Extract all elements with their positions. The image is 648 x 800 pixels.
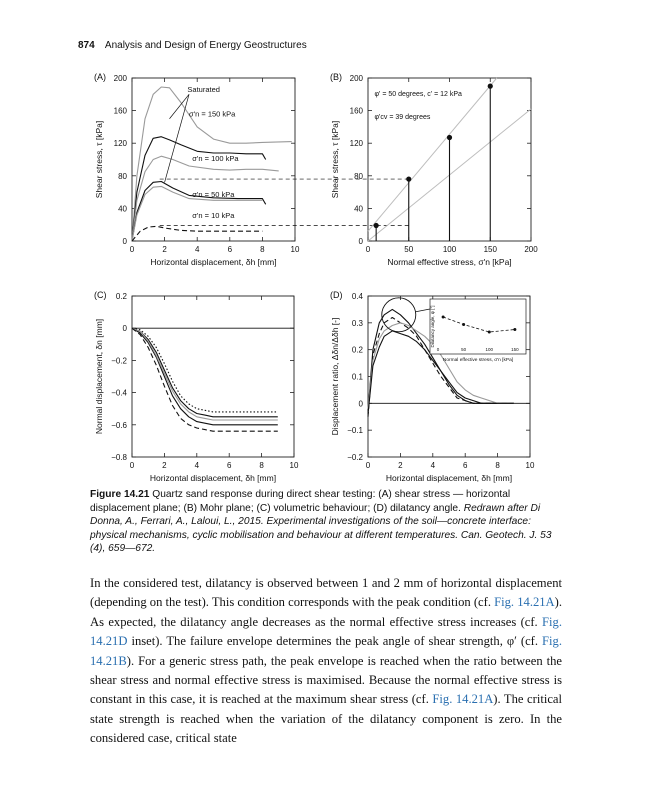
data-point <box>374 223 379 228</box>
body-text-4: ). For a generic stress path, the peak envelope is reached when the ratio between the shear stress and normal effective stress is maximised. Because the normal effective stress is constant in this case, it is reached at the maximum shear stress (cf. <box>90 653 562 707</box>
annotation: φ' = 50 degrees, c' = 12 kPa <box>374 90 462 98</box>
y-tick-label: −0.4 <box>111 388 127 398</box>
y-tick-label: 0 <box>122 324 127 334</box>
x-tick-label: 0 <box>365 245 371 254</box>
x-tick-label: 8 <box>260 245 265 254</box>
y-axis-label: Normal displacement, δn [mm] <box>94 318 104 435</box>
callout-arrow <box>416 309 430 312</box>
inset-point <box>442 316 445 319</box>
x-tick-label: 150 <box>483 245 497 254</box>
x-tick-label: 2 <box>162 461 167 470</box>
y-tick-label: 40 <box>118 204 127 214</box>
fig-ref-link[interactable]: Fig. 14.21D <box>90 614 562 649</box>
caption-source: Redrawn after Di Donna, A., Ferrari, A., Laloui, L., 2015. Experimental investigations of the soil—concrete interface: physical mechanisms, cyclic mobilisation and behaviour at different temperatures. Can. Geotech. J. 53 (4), 659—672. <box>90 502 552 554</box>
data-point <box>447 135 452 140</box>
figure-caption <box>90 488 562 556</box>
data-point <box>488 84 493 89</box>
x-axis-label: Horizontal displacement, δh [mm] <box>150 257 277 267</box>
y-axis-label: Displacement ratio, Δδn/Δδh [-] <box>330 317 340 436</box>
panel-label: (A) <box>94 72 106 82</box>
y-axis-label: Shear stress, τ [kPa] <box>330 120 340 199</box>
x-tick-label: 0 <box>129 461 135 470</box>
y-tick-label: 120 <box>113 139 127 149</box>
y-tick-label: 160 <box>349 106 363 116</box>
panel-d <box>330 290 535 483</box>
y-tick-label: 80 <box>354 171 363 181</box>
annotation: σ'n = 150 kPa <box>189 109 236 119</box>
x-tick-label: 2 <box>162 245 167 254</box>
y-tick-label: 200 <box>113 74 127 83</box>
x-tick-label: 4 <box>430 461 436 470</box>
y-tick-label: 0 <box>122 237 127 246</box>
x-tick-label: 6 <box>227 245 233 254</box>
x-axis-label: Horizontal displacement, δh [mm] <box>385 473 513 483</box>
series-line <box>132 328 278 420</box>
y-tick-label: 80 <box>118 171 127 181</box>
caption-text: Quartz sand response during direct shear testing: (A) shear stress — horizontal displacement plane; (B) Mohr plane; (C) volumetric behaviour; (D) dilatancy angle. <box>90 489 511 514</box>
x-tick-label: 8 <box>495 461 500 470</box>
x-tick-label: 6 <box>462 461 468 470</box>
annotation-pointer <box>165 94 189 182</box>
y-tick-label: 200 <box>349 74 363 83</box>
x-tick-label: 4 <box>194 461 200 470</box>
y-tick-label: 0.3 <box>351 318 363 328</box>
annotation: Saturated <box>187 84 220 94</box>
y-tick-label: −0.1 <box>347 426 363 436</box>
y-tick-label: 40 <box>354 204 363 214</box>
annotation: σ'n = 10 kPa <box>192 211 235 221</box>
x-tick-label: 0 <box>365 461 371 470</box>
x-tick-label: 10 <box>290 245 300 254</box>
plot-frame <box>132 296 294 457</box>
x-tick-label: 2 <box>398 461 403 470</box>
y-tick-label: 160 <box>113 106 127 116</box>
annotation: σ'n = 50 kPa <box>192 189 235 199</box>
panel-b <box>330 72 538 267</box>
inset-tick-label: 150 <box>511 347 519 352</box>
data-point <box>406 176 411 181</box>
y-tick-label: 0.4 <box>351 292 363 301</box>
fig-ref-link[interactable]: Fig. 14.21B <box>90 634 562 668</box>
peak-envelope <box>368 78 497 231</box>
series-line <box>132 328 278 417</box>
series-line <box>132 328 278 431</box>
x-tick-label: 4 <box>194 245 200 254</box>
body-text-2: ). As expected, the dilatancy angle decreases as the normal effective stress increases (cf. <box>90 595 562 629</box>
callout-circle <box>382 298 416 332</box>
fig-ref-link[interactable]: Fig. 14.21A <box>432 692 494 707</box>
annotation: σ'n = 100 kPa <box>192 154 239 164</box>
y-tick-label: 0 <box>358 399 363 409</box>
y-tick-label: 0 <box>358 237 363 246</box>
x-tick-label: 6 <box>226 461 232 470</box>
page-number: 874 <box>78 40 95 51</box>
x-tick-label: 200 <box>524 245 538 254</box>
inset-tick-label: 50 <box>461 347 467 352</box>
y-tick-label: −0.2 <box>111 356 127 366</box>
inset-point <box>513 328 516 331</box>
y-tick-label: 0.1 <box>351 372 363 382</box>
y-axis-label: Shear stress, τ [kPa] <box>94 120 104 199</box>
running-title: Analysis and Design of Energy Geostructures <box>104 40 307 51</box>
y-tick-label: 0.2 <box>115 292 127 301</box>
x-tick-label: 50 <box>404 245 414 254</box>
inset-tick-label: 100 <box>485 347 494 352</box>
x-tick-label: 0 <box>129 245 135 254</box>
body-text-3: inset). The failure envelope determines the peak angle of shear strength, φ′ (cf. <box>127 634 543 649</box>
inset-point <box>488 331 491 334</box>
inset-point <box>462 323 465 326</box>
x-tick-label: 8 <box>259 461 264 470</box>
panel-c <box>94 290 299 483</box>
y-tick-label: −0.2 <box>347 453 363 462</box>
y-tick-label: 120 <box>349 139 363 149</box>
inset-x-label: Normal effective stress, σ'n [kPa] <box>442 358 514 363</box>
caption-label: Figure 14.21 <box>90 489 150 500</box>
inset-y-label: Dilatancy angle, ψ [°] <box>430 305 435 348</box>
x-axis-label: Normal effective stress, σ'n [kPa] <box>387 257 512 267</box>
annotation-pointer <box>169 94 189 118</box>
x-tick-label: 10 <box>289 461 299 470</box>
inset-tick-label: 0 <box>436 347 440 352</box>
fig-ref-link[interactable]: Fig. 14.21A <box>494 595 555 610</box>
x-tick-label: 100 <box>442 245 457 254</box>
panel-label: (D) <box>330 290 343 300</box>
body-text-5: ). The critical state strength is reached when the variation of the dilatancy component is zero. In the considered case, critical state <box>90 692 563 746</box>
annotation: φ'cv = 39 degrees <box>374 113 431 121</box>
y-tick-label: −0.8 <box>111 453 127 462</box>
panel-label: (B) <box>330 72 342 82</box>
panel-label: (C) <box>94 290 107 300</box>
inset-frame <box>430 299 526 354</box>
x-axis-label: Horizontal displacement, δh [mm] <box>149 473 277 483</box>
x-tick-label: 10 <box>525 461 535 470</box>
body-paragraph <box>90 574 562 749</box>
body-text-1: In the considered test, dilatancy is observed between 1 and 2 mm of horizontal displacement (depending on the test). This condition corresponds with the peak condition (cf. <box>90 576 562 610</box>
series-line <box>132 328 278 412</box>
y-tick-label: 0.2 <box>351 345 363 355</box>
y-tick-label: −0.6 <box>111 420 127 430</box>
